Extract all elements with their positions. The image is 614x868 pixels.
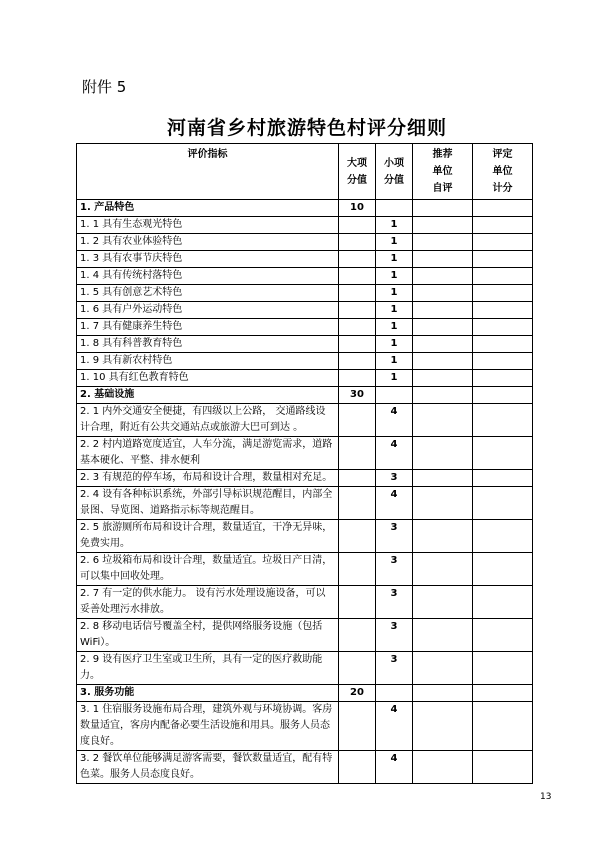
recommend-self-cell (413, 553, 473, 586)
recommend-self-cell (413, 702, 473, 751)
indicator-cell: 2. 4 设有各种标识系统，外部引导标识规范醒目，内部全景图、导览图、道路指示标等规范醒目。 (77, 487, 339, 520)
major-score-cell (339, 336, 376, 353)
assess-score-cell (473, 268, 533, 285)
recommend-self-cell (413, 404, 473, 437)
indicator-cell: 2. 6 垃圾箱布局和设计合理，数量适宜。垃圾日产日清，可以集中回收处理。 (77, 553, 339, 586)
major-score-cell: 10 (339, 200, 376, 217)
minor-score-cell: 4 (376, 404, 413, 437)
minor-score-cell: 1 (376, 285, 413, 302)
section-row (77, 200, 533, 217)
table-row (77, 437, 533, 470)
header-recommend-self: 推荐 单位 自评 (413, 144, 473, 200)
table-row (77, 234, 533, 251)
indicator-cell: 2. 1 内外交通安全便捷，有四级以上公路， 交通路线设计合理，附近有公共交通站点或旅游大巴可到达 。 (77, 404, 339, 437)
minor-score-cell: 4 (376, 437, 413, 470)
major-score-cell (339, 652, 376, 685)
assess-score-cell (473, 200, 533, 217)
minor-score-cell (376, 387, 413, 404)
minor-score-cell: 3 (376, 520, 413, 553)
assess-score-cell (473, 336, 533, 353)
indicator-cell: 1. 6 具有户外运动特色 (77, 302, 339, 319)
assess-score-cell (473, 702, 533, 751)
table-row (77, 217, 533, 234)
recommend-self-cell (413, 251, 473, 268)
assess-score-cell (473, 586, 533, 619)
header-assess-score: 评定 单位 计分 (473, 144, 533, 200)
major-score-cell (339, 470, 376, 487)
minor-score-cell: 1 (376, 370, 413, 387)
major-score-cell (339, 319, 376, 336)
table-row (77, 702, 533, 751)
table-row (77, 404, 533, 437)
minor-score-cell: 1 (376, 268, 413, 285)
assess-score-cell (473, 553, 533, 586)
major-score-cell (339, 404, 376, 437)
table-row (77, 470, 533, 487)
minor-score-cell: 3 (376, 470, 413, 487)
recommend-self-cell (413, 470, 473, 487)
major-score-cell (339, 302, 376, 319)
recommend-self-cell (413, 200, 473, 217)
recommend-self-cell (413, 336, 473, 353)
assess-score-cell (473, 487, 533, 520)
indicator-cell: 1. 4 具有传统村落特色 (77, 268, 339, 285)
indicator-cell: 3. 2 餐饮单位能够满足游客需要，餐饮数量适宜，配有特色菜。服务人员态度良好。 (77, 751, 339, 784)
minor-score-cell: 1 (376, 234, 413, 251)
assess-score-cell (473, 353, 533, 370)
major-score-cell (339, 353, 376, 370)
major-score-cell (339, 217, 376, 234)
minor-score-cell: 4 (376, 751, 413, 784)
major-score-cell (339, 751, 376, 784)
recommend-self-cell (413, 319, 473, 336)
major-score-cell (339, 619, 376, 652)
minor-score-cell: 1 (376, 302, 413, 319)
assess-score-cell (473, 387, 533, 404)
minor-score-cell (376, 200, 413, 217)
minor-score-cell: 4 (376, 487, 413, 520)
table-row (77, 353, 533, 370)
indicator-cell: 2. 8 移动电话信号覆盖全村，提供网络服务设施（包括 WiFi）。 (77, 619, 339, 652)
indicator-cell: 1. 1 具有生态观光特色 (77, 217, 339, 234)
table-row (77, 285, 533, 302)
header-minor-score: 小项 分值 (376, 144, 413, 200)
indicator-cell: 1. 5 具有创意艺术特色 (77, 285, 339, 302)
indicator-cell: 3. 1 住宿服务设施布局合理，建筑外观与环境协调。客房数量适宜，客房内配备必要生活设施和用具。服务人员态度良好。 (77, 702, 339, 751)
assess-score-cell (473, 470, 533, 487)
indicator-cell: 2. 3 有规范的停车场，布局和设计合理，数量相对充足。 (77, 470, 339, 487)
indicator-cell: 1. 产品特色 (77, 200, 339, 217)
recommend-self-cell (413, 652, 473, 685)
assess-score-cell (473, 251, 533, 268)
assess-score-cell (473, 619, 533, 652)
assess-score-cell (473, 404, 533, 437)
section-row (77, 387, 533, 404)
assess-score-cell (473, 751, 533, 784)
recommend-self-cell (413, 487, 473, 520)
table-row (77, 370, 533, 387)
major-score-cell (339, 234, 376, 251)
major-score-cell (339, 251, 376, 268)
assess-score-cell (473, 437, 533, 470)
recommend-self-cell (413, 353, 473, 370)
indicator-cell: 3. 服务功能 (77, 685, 339, 702)
indicator-cell: 2. 7 有一定的供水能力。 设有污水处理设施设备，可以妥善处理污水排放。 (77, 586, 339, 619)
minor-score-cell: 3 (376, 652, 413, 685)
scoring-table (76, 143, 533, 784)
indicator-cell: 1. 7 具有健康养生特色 (77, 319, 339, 336)
recommend-self-cell (413, 302, 473, 319)
indicator-cell: 1. 9 具有新农村特色 (77, 353, 339, 370)
minor-score-cell: 4 (376, 702, 413, 751)
assess-score-cell (473, 520, 533, 553)
document-title: 河南省乡村旅游特色村评分细则 (166, 117, 447, 139)
table-row (77, 652, 533, 685)
major-score-cell (339, 586, 376, 619)
indicator-cell: 1. 10 具有红色教育特色 (77, 370, 339, 387)
section-row (77, 685, 533, 702)
recommend-self-cell (413, 285, 473, 302)
assess-score-cell (473, 319, 533, 336)
indicator-cell: 1. 8 具有科普教育特色 (77, 336, 339, 353)
major-score-cell (339, 268, 376, 285)
table-row (77, 751, 533, 784)
table-row (77, 251, 533, 268)
table-row (77, 336, 533, 353)
page-number: 13 (540, 792, 552, 802)
assess-score-cell (473, 370, 533, 387)
major-score-cell: 30 (339, 387, 376, 404)
recommend-self-cell (413, 751, 473, 784)
table-row (77, 553, 533, 586)
recommend-self-cell (413, 619, 473, 652)
recommend-self-cell (413, 370, 473, 387)
minor-score-cell: 1 (376, 319, 413, 336)
indicator-cell: 2. 9 设有医疗卫生室或卫生所，具有一定的医疗救助能力。 (77, 652, 339, 685)
assess-score-cell (473, 685, 533, 702)
attachment-label: 附件 5 (82, 78, 127, 96)
table-row (77, 302, 533, 319)
recommend-self-cell (413, 387, 473, 404)
minor-score-cell: 1 (376, 217, 413, 234)
table-row (77, 520, 533, 553)
minor-score-cell: 3 (376, 619, 413, 652)
major-score-cell (339, 520, 376, 553)
table-row (77, 319, 533, 336)
minor-score-cell: 3 (376, 586, 413, 619)
recommend-self-cell (413, 268, 473, 285)
table-row (77, 586, 533, 619)
indicator-cell: 2. 5 旅游厕所布局和设计合理，数量适宜，干净无异味，免费实用。 (77, 520, 339, 553)
table-row (77, 487, 533, 520)
major-score-cell (339, 487, 376, 520)
major-score-cell (339, 370, 376, 387)
major-score-cell (339, 437, 376, 470)
assess-score-cell (473, 217, 533, 234)
assess-score-cell (473, 234, 533, 251)
recommend-self-cell (413, 437, 473, 470)
recommend-self-cell (413, 234, 473, 251)
minor-score-cell (376, 685, 413, 702)
recommend-self-cell (413, 586, 473, 619)
minor-score-cell: 1 (376, 251, 413, 268)
recommend-self-cell (413, 685, 473, 702)
indicator-cell: 2. 基础设施 (77, 387, 339, 404)
major-score-cell (339, 553, 376, 586)
header-indicator: 评价指标 (77, 144, 339, 200)
assess-score-cell (473, 285, 533, 302)
assess-score-cell (473, 652, 533, 685)
indicator-cell: 2. 2 村内道路宽度适宜，人车分流，满足游览需求，道路基本硬化、平整、排水便利 (77, 437, 339, 470)
minor-score-cell: 1 (376, 353, 413, 370)
major-score-cell: 20 (339, 685, 376, 702)
table-row (77, 619, 533, 652)
indicator-cell: 1. 2 具有农业体验特色 (77, 234, 339, 251)
minor-score-cell: 3 (376, 553, 413, 586)
indicator-cell: 1. 3 具有农事节庆特色 (77, 251, 339, 268)
assess-score-cell (473, 302, 533, 319)
minor-score-cell: 1 (376, 336, 413, 353)
recommend-self-cell (413, 520, 473, 553)
table-header-row (77, 144, 533, 200)
major-score-cell (339, 285, 376, 302)
table-row (77, 268, 533, 285)
major-score-cell (339, 702, 376, 751)
recommend-self-cell (413, 217, 473, 234)
header-major-score: 大项 分值 (339, 144, 376, 200)
